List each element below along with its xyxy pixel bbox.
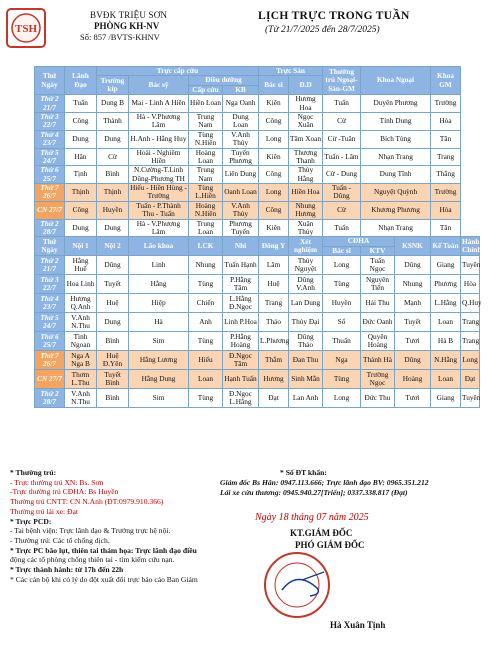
cell-general: Tuấn - Dũng bbox=[323, 184, 361, 202]
cell-noi1: Nga A Nga B bbox=[65, 351, 97, 370]
cell-leader: Dung bbox=[65, 219, 97, 237]
header-surgery: Khoa Ngoại bbox=[361, 67, 431, 95]
cell-doctor: N.Cường-T.Linh Dũng-Phương TH bbox=[129, 166, 189, 184]
cell-ob-doctor: Công bbox=[259, 201, 289, 219]
cell-ob-doctor: Kiên bbox=[259, 148, 289, 166]
schedule-row bbox=[35, 294, 480, 313]
cell-xn: Lan Anh bbox=[289, 389, 323, 408]
cell-cc: Trung Nam bbox=[189, 166, 223, 184]
cell-leader: Công bbox=[65, 201, 97, 219]
cell-cdha-bs: Tùng bbox=[323, 275, 361, 294]
cell-laokhoa: Hằng Dung bbox=[129, 370, 189, 389]
cell-hanhchinh: Q.Huy bbox=[461, 294, 480, 313]
cell-laokhoa: Hà bbox=[129, 313, 189, 332]
note-line: * Trực PCD: bbox=[10, 516, 52, 526]
header2-ketoan: Kế Toán bbox=[431, 237, 461, 256]
cell-nhi: Đ.Ngọc Tâm bbox=[223, 351, 259, 370]
cell-ob-dd: Hiền Hoa bbox=[289, 184, 323, 202]
cell-cc: Tùng N.Hiền bbox=[189, 130, 223, 148]
cell-kb: V.Anh Thủy bbox=[223, 130, 259, 148]
cell-day: Thứ 6 25/7 bbox=[35, 332, 65, 351]
cell-cc: Hoàng N.Hiền bbox=[189, 201, 223, 219]
cell-surgery: Duyên Phương bbox=[361, 95, 431, 113]
cell-xn: Dũng V.Anh bbox=[289, 275, 323, 294]
cell-ketoan: Loan bbox=[431, 313, 461, 332]
cell-cc: Trung Loan bbox=[189, 219, 223, 237]
cell-noi1: V.Anh N.Thu bbox=[65, 313, 97, 332]
cell-general: Cừ bbox=[323, 201, 361, 219]
cell-leader: Hân bbox=[65, 148, 97, 166]
cell-kb: Oanh Loan bbox=[223, 184, 259, 202]
cell-leader: Tịnh bbox=[65, 166, 97, 184]
cell-general: Cừ -Tuân bbox=[323, 130, 361, 148]
schedule-row bbox=[35, 148, 480, 166]
header-nursing: Điều dưỡng bbox=[189, 76, 259, 85]
cell-hanhchinh: Đạt bbox=[461, 370, 480, 389]
note-line: Thường trú lái xe: Đạt bbox=[10, 506, 79, 516]
cell-dongy: L.Phương bbox=[259, 332, 289, 351]
cell-cdha-bs: Long bbox=[323, 389, 361, 408]
schedule-row bbox=[35, 351, 480, 370]
cell-cdha-bs: Số bbox=[323, 313, 361, 332]
cell-lck: Loan bbox=[189, 370, 223, 389]
header-cc: Cấp cứu bbox=[189, 85, 223, 94]
cell-hanhchinh: Hòa bbox=[461, 275, 480, 294]
cell-general: Tuấn bbox=[323, 219, 361, 237]
contacts-section bbox=[210, 468, 495, 498]
note-line: - Trực thường trú XN: Bs. Sơn bbox=[10, 477, 104, 487]
schedule-row bbox=[35, 130, 480, 148]
header-kb: KB bbox=[223, 85, 259, 94]
cell-surgery: Tỉnh Dung bbox=[361, 112, 431, 130]
cell-cdha-ktv: Đức Thu bbox=[361, 389, 395, 408]
cell-leader: Tuấn bbox=[65, 95, 97, 113]
cell-day: Thứ 5 24/7 bbox=[35, 148, 65, 166]
schedule-row bbox=[35, 184, 480, 202]
signer-title-1: KT.GIÁM ĐỐC bbox=[290, 528, 353, 538]
cell-noi2: Dung bbox=[97, 313, 129, 332]
cell-kb: V.Anh Thủy bbox=[223, 201, 259, 219]
cell-head: Dung bbox=[97, 130, 129, 148]
note-line: * Thường trú: bbox=[10, 468, 57, 477]
cell-ksnk: Tươi bbox=[395, 332, 431, 351]
cell-gm: Hòa bbox=[431, 112, 461, 130]
cell-lck: Nhung bbox=[189, 256, 223, 275]
cell-surgery: Khương Phương bbox=[361, 201, 431, 219]
cell-cdha-bs: Long bbox=[323, 256, 361, 275]
cell-cdha-ktv: Đức Oanh bbox=[361, 313, 395, 332]
note-line: - Thường trú: Các tổ chống dịch. bbox=[10, 536, 110, 546]
cell-nhi: Đ.Ngọc L.Hằng bbox=[223, 389, 259, 408]
cell-gm: Tân bbox=[431, 219, 461, 237]
cell-noi2: Tuyết bbox=[97, 275, 129, 294]
cell-doctor: Hoài - Nghiêm Hiền bbox=[129, 148, 189, 166]
cell-xn: Sinh Mẫn bbox=[289, 370, 323, 389]
schedule-row bbox=[35, 219, 480, 237]
cell-lck: Tùng bbox=[189, 389, 223, 408]
cell-surgery: Dung Tĩnh bbox=[361, 166, 431, 184]
hospital-logo bbox=[6, 8, 46, 48]
cell-ob-doctor: Kiên bbox=[259, 95, 289, 113]
cell-cdha-ktv: Tuấn Ngọc bbox=[361, 256, 395, 275]
cell-general: Cừ - Dung bbox=[323, 166, 361, 184]
note-line: * Các cán bộ khi có lý do đột xuất đổi trực báo cáo Ban Giám bbox=[10, 574, 198, 584]
cell-doctor: Hiếu - Hiền Hùng - Trường bbox=[130, 183, 187, 201]
cell-ob-dd: Tâm Xoan bbox=[289, 130, 323, 148]
cell-noi1: Hằng Huế bbox=[65, 256, 97, 275]
document-number: Số: 857 /BVTS-KHNV bbox=[80, 32, 160, 42]
header-emergency: Trực cấp cứu bbox=[97, 67, 259, 76]
cell-cc: Hiền Loan bbox=[189, 95, 223, 113]
cell-hanhchinh: Tuyên bbox=[461, 389, 480, 408]
cell-day: Thứ 3 22/7 bbox=[35, 275, 65, 294]
cell-day: Thứ 7 26/7 bbox=[35, 351, 65, 370]
header2-lck: LCK bbox=[189, 237, 223, 256]
signer-name: Hà Xuân Tịnh bbox=[330, 620, 386, 630]
date-range: (Từ 21/7/2025 đến 28/7/2025) bbox=[265, 25, 380, 35]
cell-surgery: Nhạn Trang bbox=[361, 148, 431, 166]
cell-ketoan: Loan bbox=[431, 370, 461, 389]
cell-ob-doctor: Công bbox=[259, 166, 289, 184]
header2-day: Thứ Ngày bbox=[35, 237, 65, 256]
signer-title-2: PHÓ GIÁM ĐỐC bbox=[295, 540, 365, 550]
cell-ob-dd: Nhung Hương bbox=[289, 201, 323, 219]
cell-general: Cừ bbox=[323, 112, 361, 130]
cell-leader: Thịnh bbox=[65, 184, 97, 202]
note-line: * Trực PC bão lụt, thiên tai thảm họa: Trực lãnh đạo điều bbox=[10, 545, 197, 555]
cell-nhi: P.Hằng Hoàng bbox=[223, 332, 259, 351]
cell-cdha-bs: Tùng bbox=[323, 370, 361, 389]
cell-general: Tuấn bbox=[323, 95, 361, 113]
cell-gm: Thắng bbox=[431, 166, 461, 184]
cell-head: Dung bbox=[97, 219, 129, 237]
header2-cdha: CĐHA bbox=[323, 237, 395, 246]
cell-gm: Trường bbox=[431, 95, 461, 113]
cell-ob-dd: Thủy Hằng bbox=[289, 166, 323, 184]
cell-ksnk: Hoàng bbox=[395, 370, 431, 389]
note-line: - Tai bệnh viện: Trực lãnh đạo & Trưởng trực hệ nội. bbox=[10, 526, 171, 536]
department-name: PHÒNG KH-NV bbox=[94, 21, 160, 31]
cell-cdha-ktv: Hải Thu bbox=[361, 294, 395, 313]
cell-day: Thứ 2 28/7 bbox=[35, 219, 65, 237]
cell-gm: Tân bbox=[431, 130, 461, 148]
cell-doctor: H.Anh - Hằng Huy bbox=[129, 130, 189, 148]
contact-line: Lái xe cứu thương: 0945.940.27[Triển]; 0337.338.817 (Đạt) bbox=[220, 487, 408, 497]
header-day: Thứ Ngày bbox=[35, 67, 65, 95]
cell-gm: Hòa bbox=[431, 201, 461, 219]
cell-ketoan: Hà B bbox=[431, 332, 461, 351]
cell-nhi: P.Hằng Tâm bbox=[223, 275, 259, 294]
schedule-row bbox=[35, 112, 480, 130]
header-leader: Lãnh Đạo bbox=[65, 67, 97, 95]
cell-day: Thứ 3 22/7 bbox=[35, 112, 65, 130]
header2-noi2: Nội 2 bbox=[97, 237, 129, 256]
cell-cdha-bs: Huyền bbox=[323, 294, 361, 313]
cell-cc: Trung Nam bbox=[189, 112, 223, 130]
cell-ketoan: Phương bbox=[431, 275, 461, 294]
cell-doctor: Hà - V.Phương Lâm bbox=[129, 112, 189, 130]
cell-noi1: Hương Q.Anh bbox=[65, 294, 97, 313]
schedule-row bbox=[35, 313, 480, 332]
cell-dongy: Đạt bbox=[259, 389, 289, 408]
cell-lck: Anh bbox=[189, 313, 223, 332]
cell-nhi: L.Hằng Đ.Ngọc bbox=[223, 294, 259, 313]
cell-head: Thịnh bbox=[97, 184, 129, 202]
schedule-row bbox=[35, 332, 480, 351]
note-line: động các tổ phòng chống thiên tai - tìm kiếm cứu nạn. bbox=[10, 555, 175, 565]
cell-leader: Công bbox=[65, 112, 97, 130]
header-ob-dd: Đ.D bbox=[289, 76, 323, 95]
cell-ksnk: Tươi bbox=[395, 389, 431, 408]
cell-laokhoa: Hằng Lương bbox=[129, 351, 189, 370]
contact-line: Giám đốc Bs Hân: 0947.113.666; Trực lãnh đạo BV: 0965.351.212 bbox=[220, 477, 429, 487]
cell-doctor: Mai - Linh A Hiền bbox=[129, 95, 189, 113]
cell-surgery: Nguyệt Quỳnh bbox=[361, 184, 431, 202]
cell-gm: Trường bbox=[431, 184, 461, 202]
cell-dongy: Trang bbox=[259, 294, 289, 313]
cell-kb: Liên Dung bbox=[223, 166, 259, 184]
cell-ob-doctor: Long bbox=[259, 130, 289, 148]
cell-noi1: V.Anh N.Thu bbox=[65, 389, 97, 408]
cell-head: Thành bbox=[97, 112, 129, 130]
duty-schedule-table bbox=[34, 66, 480, 408]
cell-noi2: Bình bbox=[97, 332, 129, 351]
cell-day: Thứ 4 23/7 bbox=[35, 294, 65, 313]
cell-hanhchinh: Long bbox=[461, 351, 480, 370]
cell-ketoan: N.Hằng bbox=[431, 351, 461, 370]
cell-day: Thứ 4 23/7 bbox=[35, 130, 65, 148]
cell-head: Cừ bbox=[97, 148, 129, 166]
cell-cdha-ktv: Quyên Hoàng bbox=[361, 332, 395, 351]
cell-surgery: Nhạn Trang bbox=[361, 219, 431, 237]
cell-xn: Thủy Nguyệt bbox=[289, 256, 323, 275]
note-line: -Trực thường trú CĐHA: Bs Huyền bbox=[10, 487, 119, 497]
cell-ksnk: Dũng bbox=[395, 351, 431, 370]
cell-day: CN 27/7 bbox=[35, 201, 65, 219]
page-title: LỊCH TRỰC TRONG TUẦN bbox=[258, 10, 410, 22]
cell-hanhchinh: Trang bbox=[461, 332, 480, 351]
cell-laokhoa: Linh bbox=[129, 256, 189, 275]
contacts-heading: * Số ĐT khẩn: bbox=[280, 468, 327, 477]
cell-cdha-bs: Thuấn bbox=[323, 332, 361, 351]
cell-ksnk: Nhung bbox=[395, 275, 431, 294]
cell-lck: Hiếu bbox=[189, 351, 223, 370]
cell-ksnk: Dũng bbox=[395, 256, 431, 275]
official-stamp-icon bbox=[262, 550, 332, 620]
cell-dongy: Thắm bbox=[259, 351, 289, 370]
cell-nhi: Tuấn Hạnh bbox=[223, 256, 259, 275]
cell-noi2: Dũng bbox=[97, 256, 129, 275]
cell-noi1: Hoa Linh bbox=[65, 275, 97, 294]
cell-nhi: Hạnh Tuấn bbox=[223, 370, 259, 389]
header-general: Thường trú Ngoại-Sản-GM bbox=[323, 67, 361, 95]
header2-cdha-ktv: KTV bbox=[361, 246, 395, 255]
cell-ob-dd: Ngọc Xuân bbox=[289, 112, 323, 130]
cell-kb: Dung Loan bbox=[223, 112, 259, 130]
header2-cdha-bs: Bác sĩ bbox=[323, 246, 361, 255]
cell-ob-dd: Xuân Thủy bbox=[289, 219, 323, 237]
schedule-row bbox=[35, 370, 480, 389]
header-ob-doctor: Bác sĩ bbox=[259, 76, 289, 95]
cell-cdha-bs: Nga bbox=[323, 351, 361, 370]
cell-xn: Dũng Thảo bbox=[289, 332, 323, 351]
note-line: * Trực thành hành: từ 17h đến 22h bbox=[10, 565, 124, 575]
cell-kb: Tuyến Phương bbox=[223, 148, 259, 166]
header2-noi1: Nội 1 bbox=[65, 237, 97, 256]
cell-xn: Đan Thu bbox=[289, 351, 323, 370]
schedule-row bbox=[35, 95, 480, 113]
sign-date: Ngày 18 tháng 07 năm 2025 bbox=[255, 512, 369, 523]
cell-cc: Tùng L.Hiền bbox=[189, 184, 223, 202]
header2-laokhoa: Lão khoa bbox=[129, 237, 189, 256]
cell-noi2: Huệ Đ.Yên bbox=[97, 351, 129, 370]
cell-cc: Hoàng Loan bbox=[189, 148, 223, 166]
cell-dongy: Thảo bbox=[259, 313, 289, 332]
cell-laokhoa: Hiệp bbox=[129, 294, 189, 313]
cell-gm: Trang bbox=[431, 148, 461, 166]
cell-laokhoa: Sim bbox=[129, 332, 189, 351]
cell-lck: Chiến bbox=[189, 294, 223, 313]
cell-hanhchinh: Tuyên bbox=[461, 256, 480, 275]
cell-noi1: Tình Ngoan bbox=[65, 332, 97, 351]
cell-ksnk: Tuyết bbox=[395, 313, 431, 332]
document-header bbox=[0, 0, 500, 58]
header2-nhi: Nhi bbox=[223, 237, 259, 256]
cell-lck: Tùng bbox=[189, 332, 223, 351]
schedule-row bbox=[35, 201, 480, 219]
cell-kb: Nga Oanh bbox=[223, 95, 259, 113]
cell-doctor: Hà - V.Phương Lâm bbox=[129, 219, 189, 237]
schedule-row bbox=[35, 389, 480, 408]
cell-ketoan: L.Hằng bbox=[431, 294, 461, 313]
cell-dongy: Huệ bbox=[259, 275, 289, 294]
cell-cdha-ktv: Nguyên Tiến bbox=[361, 275, 395, 294]
header2-hanhchinh: Hành Chính bbox=[462, 236, 482, 255]
cell-doctor: Tuấn - P.Thành Thu - Tuấn bbox=[129, 201, 189, 219]
schedule-row bbox=[35, 256, 480, 275]
cell-laokhoa: Hằng bbox=[129, 275, 189, 294]
cell-ob-doctor: Công bbox=[259, 112, 289, 130]
cell-hanhchinh: Trang bbox=[461, 313, 480, 332]
cell-ob-doctor: Kiên bbox=[259, 219, 289, 237]
header-doctor: Bác sỹ bbox=[129, 76, 189, 95]
cell-day: Thứ 2 21/7 bbox=[35, 256, 65, 275]
header2-ksnk: KSNK bbox=[395, 237, 431, 256]
svg-text:TSH: TSH bbox=[14, 23, 38, 35]
cell-noi2: Bình bbox=[97, 389, 129, 408]
cell-head: Dung B bbox=[97, 95, 129, 113]
cell-cdha-ktv: Thành Hà bbox=[361, 351, 395, 370]
header-obstetrics: Trực Sản bbox=[259, 67, 323, 76]
header-gm: Khoa GM bbox=[431, 67, 461, 95]
cell-ob-doctor: Long bbox=[259, 184, 289, 202]
cell-noi2: Huệ bbox=[97, 294, 129, 313]
cell-general: Tuấn - Lâm bbox=[323, 148, 361, 166]
org-name: BVĐK TRIỆU SƠN bbox=[90, 10, 168, 20]
cell-ob-dd: Hương Hoa bbox=[289, 95, 323, 113]
cell-dongy: Lâm bbox=[259, 256, 289, 275]
cell-xn: Lan Dung bbox=[289, 294, 323, 313]
cell-day: Thứ 7 26/7 bbox=[35, 184, 65, 202]
cell-ksnk: Mạnh bbox=[395, 294, 431, 313]
cell-laokhoa: Sim bbox=[129, 389, 189, 408]
cell-surgery: Bích Tùng bbox=[361, 130, 431, 148]
cell-day: Thứ 2 21/7 bbox=[35, 95, 65, 113]
cell-kb: Phương Tuyến bbox=[223, 219, 259, 237]
cell-nhi: Linh P.Hoa bbox=[223, 313, 259, 332]
header2-dongy: Đông Y bbox=[259, 237, 289, 256]
cell-ketoan: Giang bbox=[431, 256, 461, 275]
cell-ketoan: Giang bbox=[431, 389, 461, 408]
cell-lck: Tùng bbox=[189, 275, 223, 294]
cell-cdha-ktv: Trường Ngọc bbox=[361, 370, 395, 389]
cell-xn: Thủy Đại bbox=[289, 313, 323, 332]
cell-head: Huyền bbox=[97, 201, 129, 219]
cell-dongy: Hương bbox=[259, 370, 289, 389]
cell-head: Bình bbox=[97, 166, 129, 184]
cell-day: Thứ 5 24/7 bbox=[35, 313, 65, 332]
header-head: Trưởng kíp bbox=[97, 76, 129, 95]
cell-noi1: Thơm L.Thu bbox=[65, 370, 97, 389]
cell-ob-dd: Thương Thanh bbox=[289, 148, 323, 166]
header2-xn: Xét nghiệm bbox=[289, 237, 323, 256]
cell-day: Thứ 6 25/7 bbox=[35, 166, 65, 184]
schedule-row bbox=[35, 166, 480, 184]
cell-day: Thứ 2 28/7 bbox=[35, 389, 65, 408]
schedule-row bbox=[35, 275, 480, 294]
cell-leader: Dung bbox=[65, 130, 97, 148]
cell-noi2: Tuyết Bình bbox=[97, 370, 129, 389]
note-line: Thường trú CNTT: CN N.Anh (ĐT:0979.910.366) bbox=[10, 497, 164, 507]
cell-day: CN 27/7 bbox=[35, 370, 65, 389]
